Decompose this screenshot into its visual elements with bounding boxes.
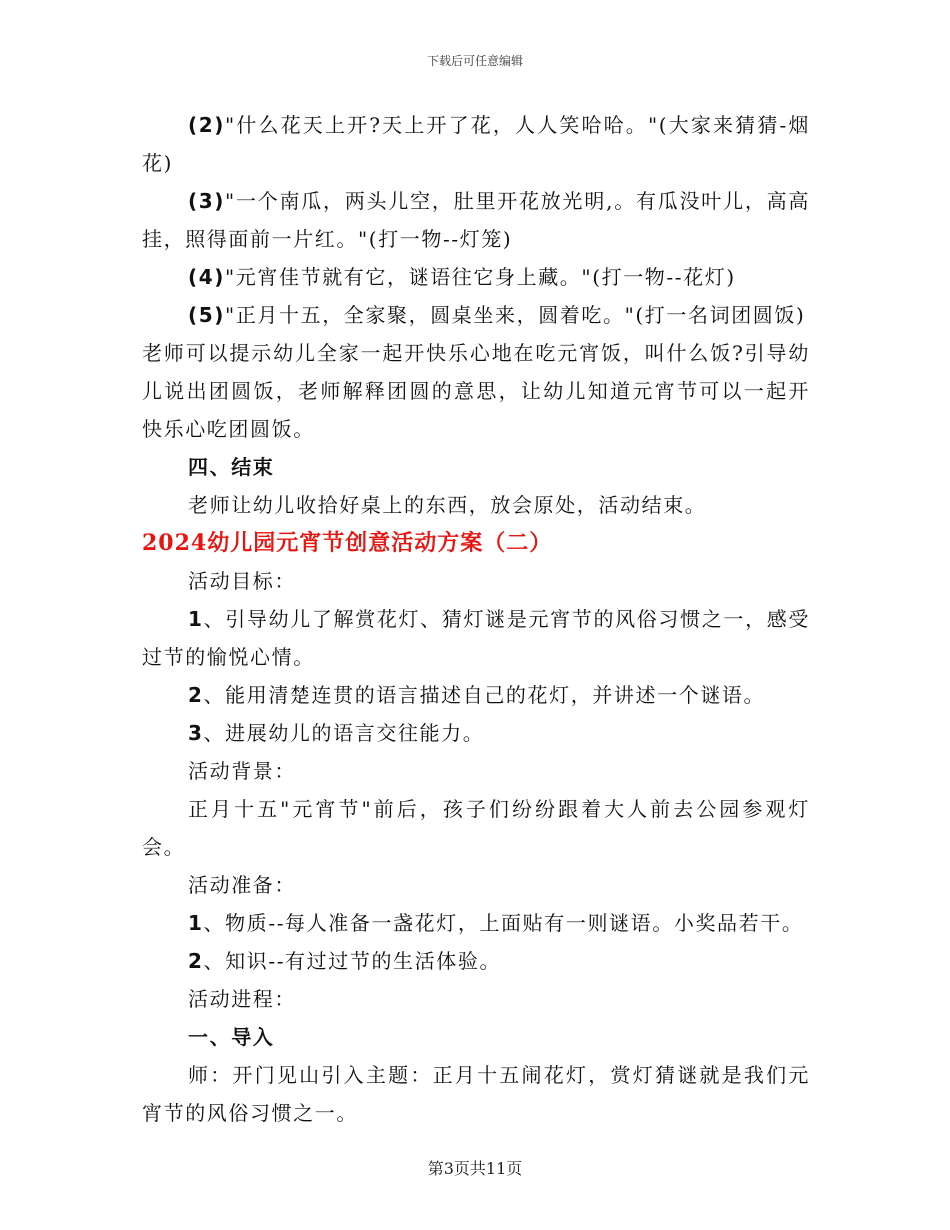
section-end-text: 老师让幼儿收拾好桌上的东西，放会原处，活动结束。 (188, 493, 707, 517)
section-heading-end: 四、结束 (188, 455, 275, 479)
riddle-number: (5) (188, 303, 225, 327)
prep-number: 2 (188, 949, 204, 973)
goal-item (142, 714, 810, 752)
prep-text: 、知识--有过过节的生活体验。 (203, 949, 502, 973)
prep-item (142, 942, 810, 980)
background-label: 活动背景： (188, 759, 296, 783)
goal-number: 3 (188, 721, 204, 745)
riddle-text: "正月十五，全家聚，圆桌坐来，圆着吃。"(打一名词团圆饭) (225, 303, 806, 327)
riddle-note-paragraph: 老师可以提示幼儿全家一起开快乐心地在吃元宵饭，叫什么饭?引导幼儿说出团圆饭，老师解释团圆的意思，让幼儿知道元宵节可以一起开快乐心吃团圆饭。 (142, 341, 810, 441)
process-label: 活动进程： (188, 987, 296, 1011)
goal-text: 、引导幼儿了解赏花灯、猜灯谜是元宵节的风俗习惯之一，感受过节的愉悦心情。 (142, 607, 810, 669)
goal-text: 、进展幼儿的语言交往能力。 (203, 721, 485, 745)
goal-item (142, 676, 810, 714)
prep-number: 1 (188, 911, 204, 935)
riddle-number: (4) (188, 265, 225, 289)
prep-text: 、物质--每人准备一盏花灯，上面贴有一则谜语。小奖品若干。 (203, 911, 804, 935)
step1-heading: 一、导入 (188, 1025, 275, 1049)
page-footer: 第3页共11页 (427, 1159, 523, 1178)
goal-text: 、能用清楚连贯的语言描述自己的花灯，并讲述一个谜语。 (203, 683, 766, 707)
riddle-text: "什么花天上开?天上开了花，人人笑哈哈。"(大家来猜猜-烟花) (142, 113, 810, 175)
riddle-item (142, 182, 810, 258)
riddle-item (142, 258, 810, 296)
plan-title: 2024幼儿园元宵节创意活动方案（二） (142, 530, 553, 556)
background-text: 正月十五"元宵节"前后，孩子们纷纷跟着大人前去公园参观灯会。 (142, 797, 810, 859)
step1-text: 师：开门见山引入主题：正月十五闹花灯，赏灯猜谜就是我们元宵节的风俗习惯之一。 (142, 1063, 810, 1125)
page-header: 下载后可任意编辑 (426, 54, 523, 68)
riddle-number: (2) (188, 113, 225, 137)
riddle-text: "一个南瓜，两头儿空，肚里开花放光明,。有瓜没叶儿，高高挂，照得面前一片红。"(打一物--灯笼) (142, 189, 810, 251)
goals-label: 活动目标： (188, 569, 296, 593)
riddle-item (142, 296, 810, 334)
riddle-number: (3) (188, 189, 225, 213)
riddle-text: "元宵佳节就有它，谜语往它身上藏。"(打一物--花灯) (225, 265, 736, 289)
prep-label: 活动准备： (188, 873, 296, 897)
riddle-item (142, 106, 810, 182)
goal-item (142, 600, 810, 676)
prep-item (142, 904, 810, 942)
goal-number: 1 (188, 607, 204, 631)
goal-number: 2 (188, 683, 204, 707)
document-body (142, 106, 810, 1132)
